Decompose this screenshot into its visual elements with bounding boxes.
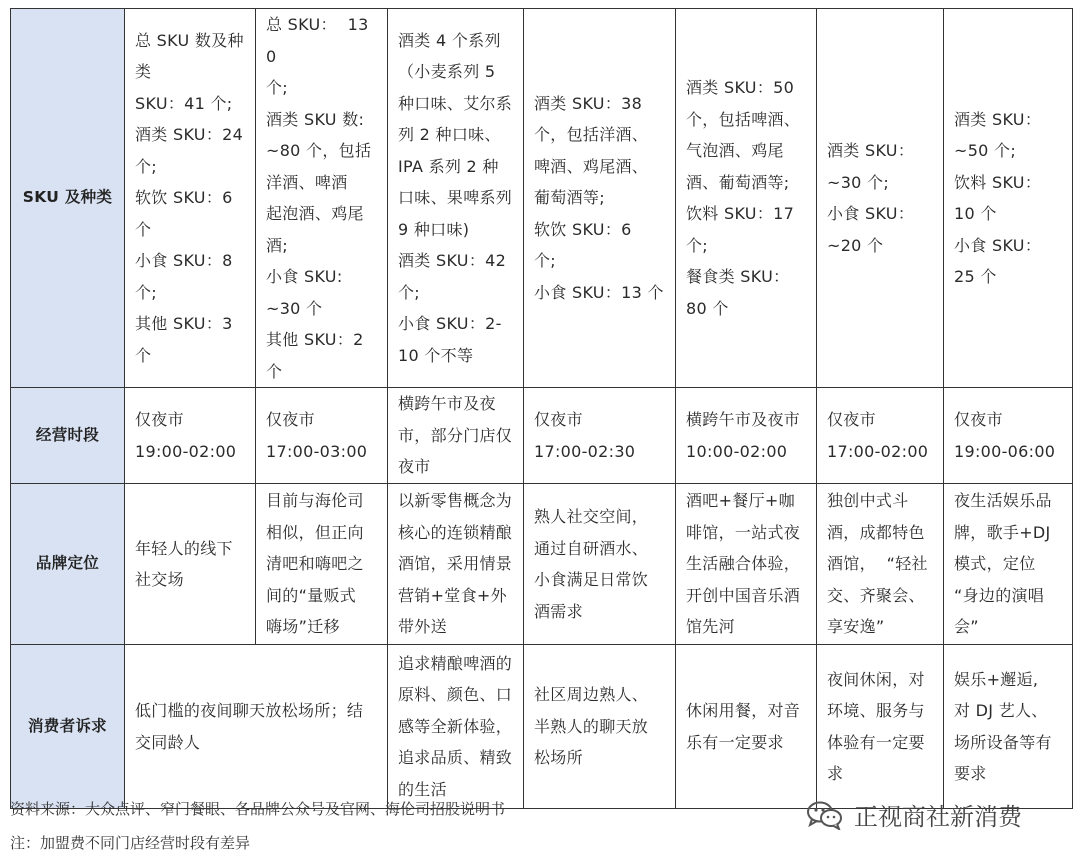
table-cell <box>944 484 1073 645</box>
cell-line: 软饮 SKU：6 <box>135 188 233 208</box>
cell-line: 酒类 SKU：24 <box>135 125 244 145</box>
table-cell <box>676 9 817 388</box>
cell-line: 追求精酿啤酒的 <box>398 653 513 673</box>
cell-line: 交同龄人 <box>135 732 201 752</box>
table-cell <box>944 388 1073 484</box>
cell-line: 总 SKU 数及种 <box>135 30 244 50</box>
footnote: 注：加盟费不同门店经营时段有差异 <box>10 834 251 852</box>
cell-line: 熟人社交空间， <box>534 507 649 526</box>
cell-line: 要求 <box>954 764 987 783</box>
table-row <box>11 484 1073 645</box>
cell-line: 小食满足日常饮 <box>534 570 649 589</box>
cell-line: 洋酒、啤酒 <box>266 172 348 192</box>
table-row <box>11 645 1073 809</box>
cell-line: 嗨场”迁移 <box>266 617 340 637</box>
cell-line: 80 个 <box>686 298 729 318</box>
cell-line: 开创中国音乐酒 <box>686 585 801 605</box>
cell-line: 酒类 SKU：38 <box>534 93 643 113</box>
cell-line: 个，包括洋酒、 <box>534 125 649 145</box>
table-cell <box>388 645 524 809</box>
cell-line: 25 个 <box>954 267 997 286</box>
cell-line: 口味、果啤系列 <box>398 188 513 208</box>
cell-line: 个; <box>534 251 556 271</box>
cell-line: 通过自研酒水、 <box>534 538 649 558</box>
table-cell <box>524 484 676 645</box>
row-header: SKU 及种类 <box>11 9 125 388</box>
cell-line: 享安逸” <box>827 617 885 637</box>
row-header: 消费者诉求 <box>11 645 125 809</box>
cell-line: 酒馆， “轻社 <box>827 554 928 574</box>
cell-line: 乐有一定要求 <box>686 732 784 752</box>
table-cell <box>125 9 256 388</box>
table-cell <box>817 645 944 809</box>
cell-line: 的生活 <box>398 779 447 799</box>
cell-line: 起泡酒、鸡尾 <box>266 204 364 223</box>
cell-line: 交、齐聚会、 <box>827 585 925 605</box>
cell-line: 类 <box>135 62 152 82</box>
row-header: 经营时段 <box>11 388 125 484</box>
cell-line: 休闲用餐，对音 <box>686 701 801 720</box>
cell-line: 横跨午市及夜市 <box>686 410 801 429</box>
table-cell <box>125 645 388 809</box>
cell-line: 社区周边熟人、 <box>534 685 649 705</box>
cell-line: 带外送 <box>398 617 447 637</box>
cell-line: 松场所 <box>534 748 583 768</box>
watermark <box>806 797 1022 832</box>
row-header: 品牌定位 <box>11 484 125 645</box>
cell-line: 营销+堂食+外 <box>398 585 507 605</box>
cell-line: 酒吧+餐厅+咖 <box>686 491 795 511</box>
cell-line: 夜生活娱乐品 <box>954 491 1052 511</box>
cell-line: 10 个 <box>954 204 997 223</box>
cell-line: 总 SKU： 130 <box>266 15 369 66</box>
cell-line: 求 <box>827 764 844 783</box>
table-row <box>11 388 1073 484</box>
cell-line: 对 DJ 艺人、 <box>954 701 1048 720</box>
cell-line: 独创中式斗 <box>827 491 909 511</box>
cell-line: 社交场 <box>135 570 184 589</box>
cell-line: 酒类 SKU： <box>954 109 1042 129</box>
cell-line: 酒; <box>266 235 288 255</box>
table-cell <box>817 9 944 388</box>
cell-line: 仅夜市 <box>534 410 583 429</box>
cell-line: 仅夜市 <box>135 410 184 429</box>
cell-line: 环境、服务与 <box>827 701 925 720</box>
cell-line: 17:00-02:00 <box>827 441 929 461</box>
cell-line: 目前与海伦司 <box>266 491 364 511</box>
table-cell <box>125 388 256 484</box>
cell-line: 饮料 SKU： <box>954 172 1042 192</box>
table-cell <box>676 388 817 484</box>
cell-line: 年轻人的线下 <box>135 538 233 558</box>
cell-line: 小食 SKU： <box>827 204 915 223</box>
cell-line: 模式，定位 <box>954 554 1036 574</box>
cell-line: 个 <box>266 361 283 381</box>
cell-line: 小食 SKU：8 <box>135 251 233 271</box>
cell-line: 体验有一定要 <box>827 732 925 752</box>
cell-line: 酒类 SKU：42 <box>398 251 507 271</box>
table-cell <box>676 484 817 645</box>
table-cell <box>256 388 388 484</box>
cell-line: 10 个不等 <box>398 345 474 365</box>
cell-line: ~20 个 <box>827 235 884 255</box>
table-cell <box>256 484 388 645</box>
table-cell <box>944 9 1073 388</box>
cell-line: 场所设备等有 <box>954 732 1052 752</box>
cell-line: 小食 SKU： <box>954 235 1042 255</box>
cell-line: 酒、葡萄酒等; <box>686 172 790 192</box>
cell-line: 啡馆，一站式夜 <box>686 522 801 542</box>
cell-line: “身边的演唱 <box>954 585 1045 605</box>
cell-line: 酒，成都特色 <box>827 522 925 542</box>
cell-line: 酒类 SKU 数: <box>266 109 365 129</box>
cell-line: SKU：41 个; <box>135 93 233 113</box>
cell-line: ~80 个，包括 <box>266 141 372 160</box>
cell-line: 19:00-02:00 <box>135 441 237 461</box>
table-cell <box>524 388 676 484</box>
table-cell <box>388 9 524 388</box>
cell-line: 仅夜市 <box>266 410 315 429</box>
cell-line: 仅夜市 <box>827 410 876 429</box>
cell-line: 啤酒、鸡尾酒、 <box>534 156 649 176</box>
cell-line: ~50 个; <box>954 141 1017 160</box>
cell-line: 个 <box>135 219 152 239</box>
cell-line: 会” <box>954 617 979 637</box>
table-cell <box>524 645 676 809</box>
cell-line: 酒类 SKU： <box>827 141 915 160</box>
cell-line: 列 2 种口味、 <box>398 125 501 145</box>
cell-line: 小食 SKU：2- <box>398 314 502 334</box>
cell-line: IPA 系列 2 种 <box>398 156 499 176</box>
cell-line: 夜市 <box>398 457 431 477</box>
cell-line: 种口味、艾尔系 <box>398 93 513 113</box>
cell-line: 气泡酒、鸡尾 <box>686 141 784 160</box>
wechat-icon <box>806 800 844 830</box>
cell-line: 相似，但正向 <box>266 522 364 542</box>
cell-line: ~30 个; <box>827 172 890 192</box>
cell-line: 横跨午市及夜 <box>398 394 496 414</box>
cell-line: 葡萄酒等; <box>534 188 605 208</box>
table-cell <box>676 645 817 809</box>
cell-line: 小食 SKU：13 个 <box>534 282 664 302</box>
source-note: 资料来源：大众点评、窄门餐眼、各品牌公众号及官网、海伦司招股说明书 <box>10 800 506 818</box>
table-row <box>11 9 1073 388</box>
cell-line: 以新零售概念为 <box>398 491 513 511</box>
cell-line: 个; <box>135 156 157 176</box>
cell-line: 17:00-03:00 <box>266 441 368 461</box>
cell-line: 17:00-02:30 <box>534 441 636 461</box>
cell-line: ~30 个 <box>266 298 323 318</box>
cell-line: 19:00-06:00 <box>954 441 1056 461</box>
cell-line: 追求品质、精致 <box>398 748 513 768</box>
cell-line: 9 种口味) <box>398 219 470 239</box>
table-cell <box>125 484 256 645</box>
comparison-table <box>10 8 1073 809</box>
cell-line: 餐食类 SKU： <box>686 267 790 286</box>
cell-line: 10:00-02:00 <box>686 441 788 461</box>
cell-line: 酒馆，采用情景 <box>398 554 513 574</box>
cell-line: 感等全新体验， <box>398 716 513 736</box>
cell-line: 个; <box>686 235 708 255</box>
cell-line: 酒需求 <box>534 601 583 621</box>
cell-line: 软饮 SKU：6 <box>534 219 632 239</box>
cell-line: 市，部分门店仅 <box>398 425 513 445</box>
cell-line: 仅夜市 <box>954 410 1003 429</box>
table-cell <box>388 388 524 484</box>
cell-line: 饮料 SKU：17 <box>686 204 795 223</box>
table-cell <box>817 388 944 484</box>
cell-line: 清吧和嗨吧之 <box>266 554 364 574</box>
cell-line: 低门槛的夜间聊天放松场所；结 <box>135 701 364 720</box>
cell-line: 生活融合体验， <box>686 554 801 574</box>
cell-line: 原料、颜色、口 <box>398 685 513 705</box>
cell-line: 间的“量贩式 <box>266 585 357 605</box>
cell-line: 核心的连锁精酿 <box>398 522 513 542</box>
table-cell <box>256 9 388 388</box>
table-cell <box>524 9 676 388</box>
cell-line: 个; <box>398 282 420 302</box>
cell-line: 其他 SKU：3 <box>135 314 233 334</box>
cell-line: 酒类 SKU：50 <box>686 78 795 97</box>
table-cell <box>817 484 944 645</box>
cell-line: 牌，歌手+DJ <box>954 522 1051 542</box>
cell-line: 半熟人的聊天放 <box>534 716 649 736</box>
cell-line: 个; <box>135 282 157 302</box>
watermark-text: 正视商社新消费 <box>854 803 1022 831</box>
cell-line: 个; <box>266 78 288 97</box>
cell-line: 其他 SKU：2 <box>266 330 364 349</box>
cell-line: 小食 SKU: <box>266 267 343 286</box>
cell-line: 夜间休闲，对 <box>827 669 925 689</box>
cell-line: 馆先河 <box>686 617 735 637</box>
cell-line: 娱乐+邂逅, <box>954 669 1039 689</box>
cell-line: 个 <box>135 345 152 365</box>
cell-line: （小麦系列 5 <box>398 62 496 82</box>
table-cell <box>388 484 524 645</box>
table-cell <box>944 645 1073 809</box>
cell-line: 个，包括啤酒、 <box>686 109 801 129</box>
cell-line: 酒类 4 个系列 <box>398 30 501 50</box>
